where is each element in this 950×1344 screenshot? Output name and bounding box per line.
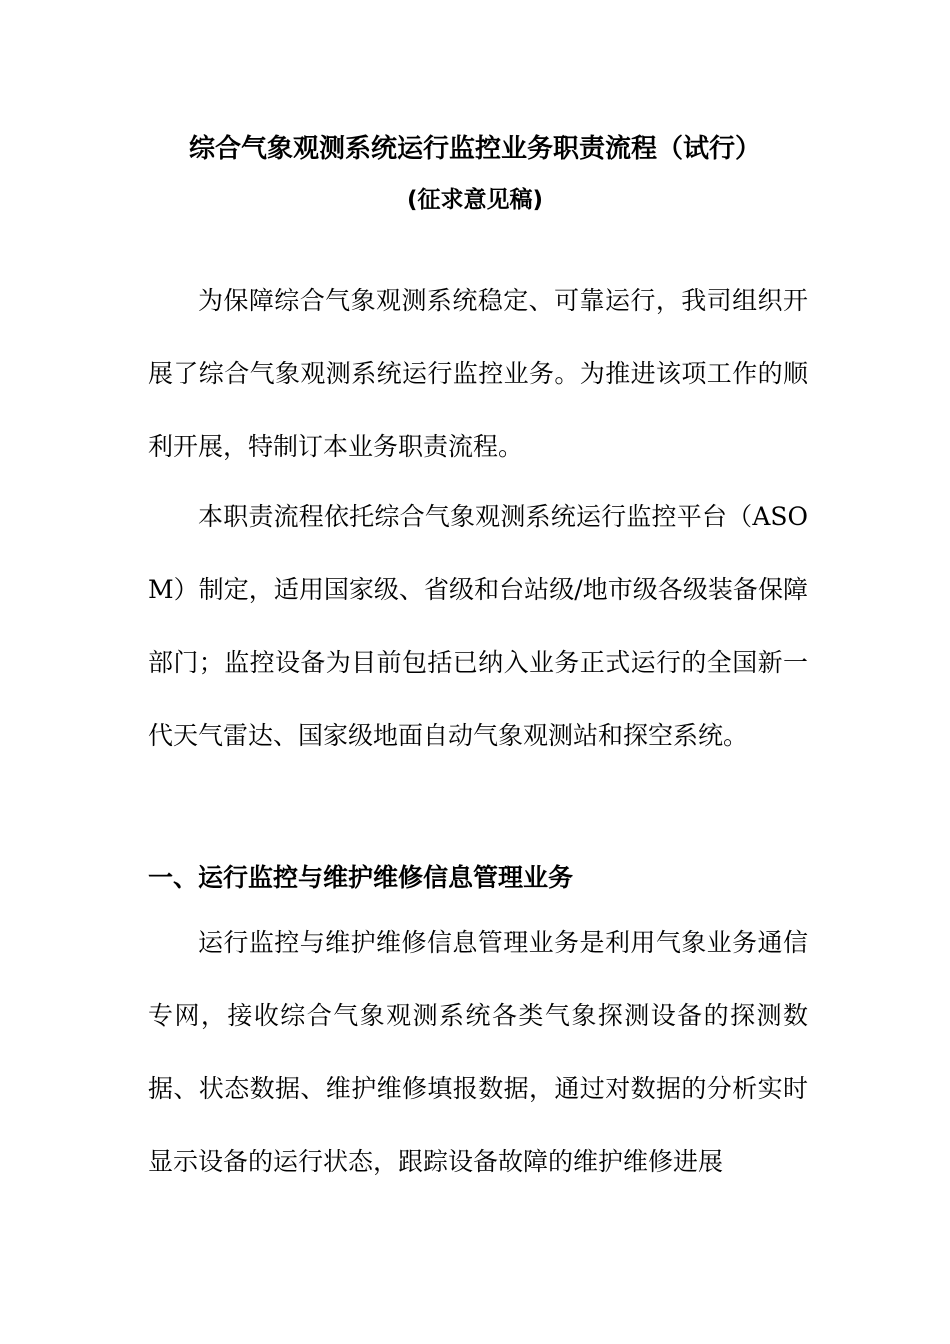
section-heading: 一、运行监控与维护维修信息管理业务 <box>148 863 574 892</box>
paragraph-scope: 本职责流程依托综合气象观测系统运行监控平台（ASOM）制定，适用国家级、省级和台站级/地市级各级装备保障部门；监控设备为目前包括已纳入业务正式运行的全国新一代天气雷达、国家级地面自动气象观测站和探空系统。 <box>148 502 808 750</box>
paragraph-purpose: 为保障综合气象观测系统稳定、可靠运行，我司组织开展了综合气象观测系统运行监控业务。为推进该项工作的顺利开展，特制订本业务职责流程。 <box>148 286 808 461</box>
paragraph-section-1: 运行监控与维护维修信息管理业务是利用气象业务通信专网，接收综合气象观测系统各类气象探测设备的探测数据、状态数据、维护维修填报数据，通过对数据的分析实时显示设备的运行状态，跟踪设备故障的维护维修进展 <box>148 928 808 1176</box>
document-title: 综合气象观测系统运行监控业务职责流程（试行） <box>188 134 761 164</box>
document-subtitle: (征求意见稿) <box>406 187 544 213</box>
